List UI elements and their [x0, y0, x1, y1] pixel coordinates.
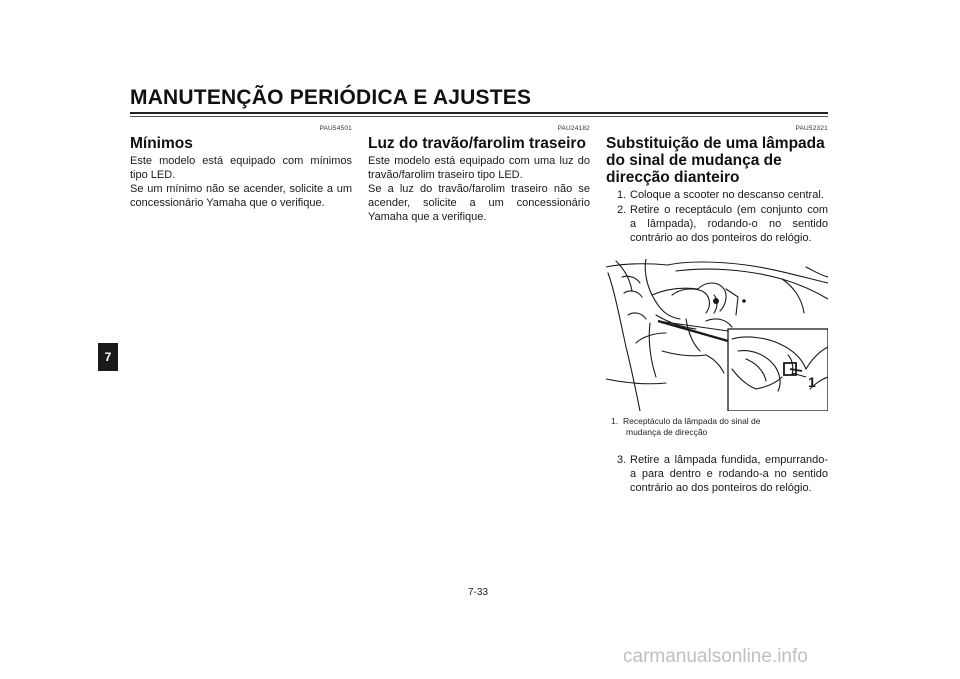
section-body: Este modelo está equipado com uma luz do travão/farolim traseiro tipo LED. Se a luz do travão/farolim traseiro não se acender, solicite a um concessionário Yamaha que a verifique. [368, 155, 590, 223]
chapter-tab: 7 [98, 343, 118, 371]
figure-caption [611, 416, 826, 438]
watermark-text: carmanualsonline.info [623, 646, 808, 667]
caption-line-2: mudança de direcção [626, 427, 708, 437]
section-code: PAU52321 [795, 125, 828, 132]
section-luz-travao [368, 125, 590, 224]
step-item [606, 188, 828, 202]
header-rule-thick [130, 112, 828, 114]
section-title: Substituição de uma lâmpada do sinal de mudança de direcção dianteiro [606, 135, 825, 186]
step-number: 2. [617, 204, 627, 216]
step-text: Retire o receptáculo (em conjunto com a lâmpada), rodando-o no sentido contrário ao dos ponteiros do relógio. [630, 204, 828, 244]
scooter-front-line-drawing [606, 259, 828, 411]
step-item [606, 203, 828, 245]
section-body: Este modelo está equipado com mínimos tipo LED. Se um mínimo não se acender, solicite a um concessionário Yamaha que o verifique. [130, 155, 352, 209]
step-number: 3. [617, 454, 627, 466]
figure-callout-number: 1 [808, 374, 816, 390]
page-number: 7-33 [468, 587, 489, 598]
caption-line-1: Receptáculo da lâmpada do sinal de [623, 416, 761, 426]
turn-signal-socket-illustration [606, 259, 828, 411]
caption-number: 1. [611, 416, 619, 426]
page-header-title: MANUTENÇÃO PERIÓDICA E AJUSTES [130, 86, 532, 109]
section-minimos [130, 125, 352, 210]
steps-list [606, 188, 828, 245]
section-title: Luz do travão/farolim traseiro [368, 135, 586, 152]
step-item [606, 453, 828, 495]
section-code: PAU54501 [319, 125, 352, 132]
section-title: Mínimos [130, 135, 193, 152]
step-text: Coloque a scooter no descanso central. [630, 189, 824, 201]
steps-list-continued [606, 451, 828, 496]
section-substituicao-lampada [606, 125, 828, 246]
step-number: 1. [617, 189, 627, 201]
step-text: Retire a lâmpada fundida, empurrando-a para dentro e rodando-a no sentido contrário ao dos ponteiros do relógio. [630, 454, 828, 494]
header-rule-thin [130, 116, 828, 117]
section-code: PAU24182 [557, 125, 590, 132]
